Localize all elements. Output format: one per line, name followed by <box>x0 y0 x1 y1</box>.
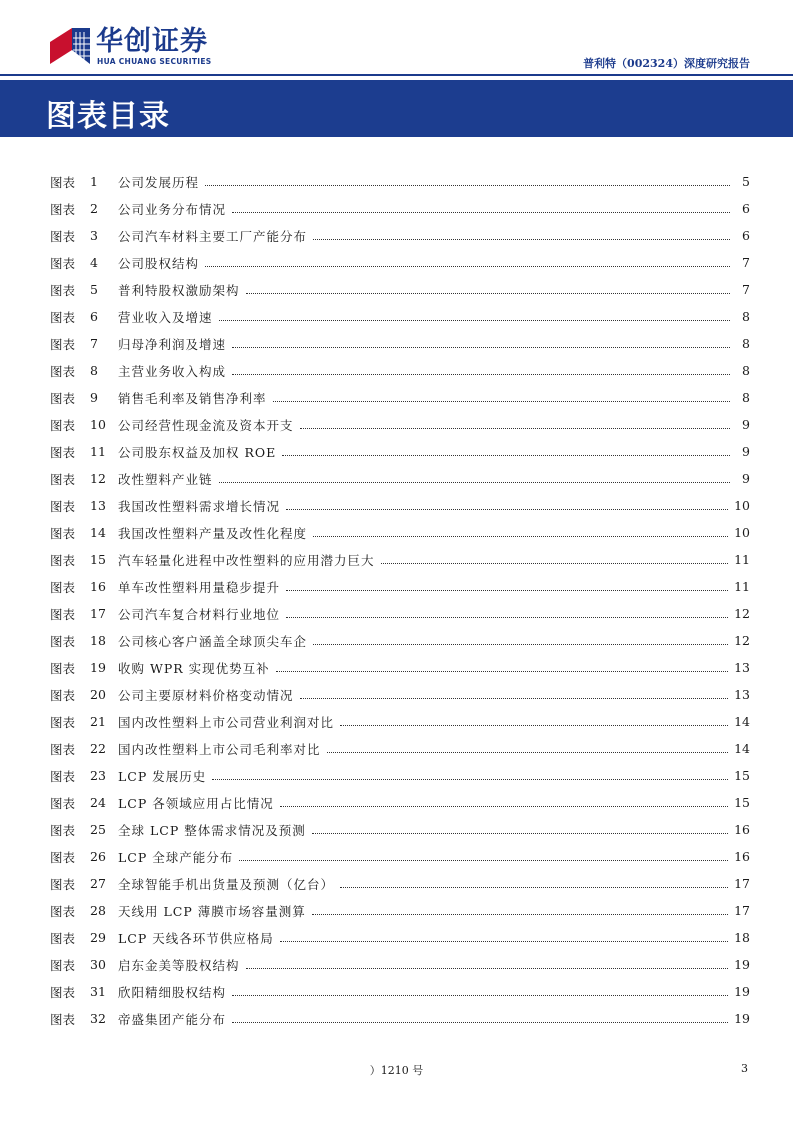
toc-dot-leader <box>280 806 728 807</box>
toc-entry-prefix: 图表 <box>50 363 76 379</box>
toc-entry[interactable] <box>50 357 750 384</box>
toc-entry[interactable] <box>50 870 750 897</box>
toc-entry-title: 我国改性塑料产量及改性化程度 <box>118 525 308 541</box>
toc-entry-number: 28 <box>90 903 106 918</box>
toc-entry-prefix: 图表 <box>50 579 76 595</box>
toc-entry-prefix: 图表 <box>50 390 76 406</box>
section-title: 图表目录 <box>46 99 170 134</box>
toc-dot-leader <box>300 698 729 699</box>
toc-entry-number: 22 <box>90 741 106 756</box>
toc-entry-page: 11 <box>734 579 750 594</box>
toc-entry-page: 10 <box>734 498 750 513</box>
toc-entry[interactable] <box>50 222 750 249</box>
toc-dot-leader <box>273 401 730 402</box>
toc-entry-prefix: 图表 <box>50 633 76 649</box>
toc-entry-title: 主营业务收入构成 <box>118 363 227 379</box>
toc-entry-title: 天线用 LCP 薄膜市场容量测算 <box>118 903 306 919</box>
toc-entry-prefix: 图表 <box>50 768 76 784</box>
toc-entry-prefix: 图表 <box>50 552 76 568</box>
toc-entry[interactable] <box>50 735 750 762</box>
toc-dot-leader <box>212 779 728 780</box>
toc-entry-prefix: 图表 <box>50 228 76 244</box>
toc-entry[interactable] <box>50 438 750 465</box>
toc-entry-prefix: 图表 <box>50 930 76 946</box>
toc-entry-title: 欣阳精细股权结构 <box>118 984 227 1000</box>
toc-entry[interactable] <box>50 627 750 654</box>
toc-entry-title: 帝盛集团产能分布 <box>118 1011 227 1027</box>
toc-entry-number: 8 <box>90 363 98 378</box>
toc-entry[interactable] <box>50 978 750 1005</box>
toc-entry-prefix: 图表 <box>50 876 76 892</box>
toc-entry-prefix: 图表 <box>50 822 76 838</box>
toc-entry-title: 全球智能手机出货量及预测（亿台） <box>118 876 335 892</box>
toc-entry-number: 20 <box>90 687 106 702</box>
toc-entry-title: 我国改性塑料需求增长情况 <box>118 498 281 514</box>
toc-entry[interactable] <box>50 708 750 735</box>
toc-entry-prefix: 图表 <box>50 255 76 271</box>
toc-entry-prefix: 图表 <box>50 444 76 460</box>
toc-entry-page: 19 <box>734 1011 750 1026</box>
toc-dot-leader <box>205 185 730 186</box>
figure-list <box>50 168 750 1032</box>
toc-entry-number: 29 <box>90 930 106 945</box>
toc-entry-number: 32 <box>90 1011 106 1026</box>
toc-dot-leader <box>246 293 730 294</box>
toc-dot-leader <box>313 644 728 645</box>
toc-entry-number: 12 <box>90 471 106 486</box>
toc-dot-leader <box>232 347 730 348</box>
toc-dot-leader <box>381 563 729 564</box>
toc-entry[interactable] <box>50 816 750 843</box>
toc-entry-number: 10 <box>90 417 106 432</box>
toc-entry[interactable] <box>50 303 750 330</box>
toc-entry-number: 21 <box>90 714 106 729</box>
toc-entry[interactable] <box>50 600 750 627</box>
toc-entry[interactable] <box>50 843 750 870</box>
toc-dot-leader <box>286 617 728 618</box>
header-rule <box>0 74 793 76</box>
toc-entry-page: 15 <box>734 768 750 783</box>
section-banner <box>0 80 793 137</box>
toc-entry-number: 6 <box>90 309 98 324</box>
toc-entry-title: 公司主要原材料价格变动情况 <box>118 687 294 703</box>
toc-entry[interactable] <box>50 573 750 600</box>
toc-entry-prefix: 图表 <box>50 174 76 190</box>
toc-entry-page: 8 <box>742 336 750 351</box>
toc-entry-title: 启东金美等股权结构 <box>118 957 240 973</box>
toc-dot-leader <box>239 860 728 861</box>
toc-entry-number: 3 <box>90 228 98 243</box>
toc-entry-prefix: 图表 <box>50 417 76 433</box>
toc-entry-title: 公司汽车复合材料行业地位 <box>118 606 281 622</box>
toc-dot-leader <box>276 671 728 672</box>
toc-entry-title: LCP 各领域应用占比情况 <box>118 795 274 811</box>
toc-entry-number: 5 <box>90 282 98 297</box>
toc-entry-number: 17 <box>90 606 106 621</box>
toc-dot-leader <box>313 239 730 240</box>
toc-entry-prefix: 图表 <box>50 984 76 1000</box>
toc-entry-page: 9 <box>742 471 750 486</box>
page-header <box>0 0 793 80</box>
toc-entry-prefix: 图表 <box>50 201 76 217</box>
toc-entry[interactable] <box>50 330 750 357</box>
toc-dot-leader <box>219 482 730 483</box>
toc-entry-title: 归母净利润及增速 <box>118 336 227 352</box>
toc-entry-page: 9 <box>742 417 750 432</box>
toc-dot-leader <box>286 509 728 510</box>
toc-entry-number: 15 <box>90 552 106 567</box>
toc-dot-leader <box>286 590 728 591</box>
toc-entry[interactable] <box>50 195 750 222</box>
toc-entry-prefix: 图表 <box>50 957 76 973</box>
toc-entry-title: 单车改性塑料用量稳步提升 <box>118 579 281 595</box>
report-title: 普利特（002324）深度研究报告 <box>583 57 750 70</box>
toc-entry-number: 9 <box>90 390 98 405</box>
toc-dot-leader <box>282 455 730 456</box>
toc-entry[interactable] <box>50 762 750 789</box>
toc-entry[interactable] <box>50 465 750 492</box>
toc-entry-title: 国内改性塑料上市公司营业利润对比 <box>118 714 335 730</box>
toc-entry-page: 10 <box>734 525 750 540</box>
toc-entry-page: 11 <box>734 552 750 567</box>
toc-entry-number: 2 <box>90 201 98 216</box>
toc-entry-title: LCP 天线各环节供应格局 <box>118 930 274 946</box>
toc-entry-number: 7 <box>90 336 98 351</box>
toc-entry-page: 7 <box>742 255 750 270</box>
toc-entry-number: 23 <box>90 768 106 783</box>
toc-entry-title: 营业收入及增速 <box>118 309 213 325</box>
toc-entry-prefix: 图表 <box>50 903 76 919</box>
toc-entry[interactable] <box>50 546 750 573</box>
toc-entry-title: 改性塑料产业链 <box>118 471 213 487</box>
toc-entry-title: 公司发展历程 <box>118 174 200 190</box>
toc-entry-page: 8 <box>742 363 750 378</box>
toc-entry-page: 8 <box>742 309 750 324</box>
toc-entry[interactable] <box>50 411 750 438</box>
company-logo-icon <box>50 28 90 64</box>
toc-entry-number: 26 <box>90 849 106 864</box>
toc-entry-prefix: 图表 <box>50 795 76 811</box>
toc-dot-leader <box>340 725 728 726</box>
toc-entry-title: 公司核心客户涵盖全球顶尖车企 <box>118 633 308 649</box>
toc-entry-page: 13 <box>734 660 750 675</box>
toc-entry-number: 27 <box>90 876 106 891</box>
toc-entry-number: 14 <box>90 525 106 540</box>
toc-entry-number: 30 <box>90 957 106 972</box>
toc-entry-prefix: 图表 <box>50 471 76 487</box>
toc-entry-number: 4 <box>90 255 98 270</box>
toc-entry-page: 18 <box>734 930 750 945</box>
toc-entry-title: 普利特股权激励架构 <box>118 282 240 298</box>
toc-entry[interactable] <box>50 789 750 816</box>
toc-entry-prefix: 图表 <box>50 1011 76 1027</box>
toc-entry[interactable] <box>50 951 750 978</box>
toc-entry[interactable] <box>50 897 750 924</box>
toc-entry-number: 11 <box>90 444 106 459</box>
toc-entry-prefix: 图表 <box>50 606 76 622</box>
toc-dot-leader <box>312 833 728 834</box>
toc-entry-title: LCP 发展历史 <box>118 768 207 784</box>
toc-entry-title: 公司经营性现金流及资本开支 <box>118 417 294 433</box>
toc-dot-leader <box>205 266 730 267</box>
toc-entry-prefix: 图表 <box>50 687 76 703</box>
toc-entry[interactable] <box>50 1005 750 1032</box>
toc-dot-leader <box>280 941 728 942</box>
toc-entry-prefix: 图表 <box>50 660 76 676</box>
toc-entry-page: 14 <box>734 741 750 756</box>
toc-entry-number: 13 <box>90 498 106 513</box>
toc-entry-prefix: 图表 <box>50 849 76 865</box>
toc-entry-number: 16 <box>90 579 106 594</box>
toc-entry[interactable] <box>50 384 750 411</box>
toc-entry-prefix: 图表 <box>50 498 76 514</box>
company-name-en: HUA CHUANG SECURITIES <box>97 57 212 66</box>
toc-entry[interactable] <box>50 276 750 303</box>
toc-entry[interactable] <box>50 168 750 195</box>
toc-dot-leader <box>340 887 728 888</box>
toc-entry-title: 公司业务分布情况 <box>118 201 227 217</box>
toc-dot-leader <box>246 968 729 969</box>
toc-entry-title: 收购 WPR 实现优势互补 <box>118 660 270 676</box>
toc-entry[interactable] <box>50 924 750 951</box>
company-name-cn: 华创证券 <box>96 26 208 57</box>
toc-dot-leader <box>300 428 730 429</box>
toc-entry-number: 25 <box>90 822 106 837</box>
toc-entry-title: 销售毛利率及销售净利率 <box>118 390 267 406</box>
toc-entry-page: 19 <box>734 957 750 972</box>
toc-entry-title: 全球 LCP 整体需求情况及预测 <box>118 822 306 838</box>
toc-entry-title: LCP 全球产能分布 <box>118 849 234 865</box>
page-number: 3 <box>741 1062 748 1075</box>
toc-entry-page: 19 <box>734 984 750 999</box>
toc-entry-number: 31 <box>90 984 106 999</box>
toc-dot-leader <box>232 1022 728 1023</box>
toc-entry-page: 6 <box>742 201 750 216</box>
toc-entry-prefix: 图表 <box>50 282 76 298</box>
toc-entry-page: 8 <box>742 390 750 405</box>
toc-dot-leader <box>232 995 728 996</box>
toc-entry-title: 国内改性塑料上市公司毛利率对比 <box>118 741 321 757</box>
toc-dot-leader <box>313 536 728 537</box>
toc-entry-page: 7 <box>742 282 750 297</box>
toc-entry-page: 9 <box>742 444 750 459</box>
toc-entry-number: 24 <box>90 795 106 810</box>
toc-entry-page: 16 <box>734 849 750 864</box>
toc-entry-page: 16 <box>734 822 750 837</box>
toc-dot-leader <box>327 752 729 753</box>
toc-entry-number: 19 <box>90 660 106 675</box>
toc-dot-leader <box>312 914 728 915</box>
toc-dot-leader <box>232 374 730 375</box>
toc-entry-title: 公司股权结构 <box>118 255 200 271</box>
toc-entry-page: 15 <box>734 795 750 810</box>
toc-entry[interactable] <box>50 249 750 276</box>
toc-dot-leader <box>219 320 730 321</box>
toc-entry-page: 14 <box>734 714 750 729</box>
toc-entry-page: 6 <box>742 228 750 243</box>
toc-entry-page: 12 <box>734 606 750 621</box>
toc-entry[interactable] <box>50 654 750 681</box>
toc-entry-prefix: 图表 <box>50 714 76 730</box>
toc-dot-leader <box>232 212 730 213</box>
toc-entry-title: 公司汽车材料主要工厂产能分布 <box>118 228 308 244</box>
toc-entry-number: 1 <box>90 174 98 189</box>
footer-license: ）1210 号 <box>369 1064 424 1077</box>
toc-entry-page: 17 <box>734 903 750 918</box>
toc-entry-page: 12 <box>734 633 750 648</box>
toc-entry-prefix: 图表 <box>50 309 76 325</box>
toc-entry[interactable] <box>50 519 750 546</box>
toc-entry-title: 汽车轻量化进程中改性塑料的应用潜力巨大 <box>118 552 375 568</box>
toc-entry-page: 5 <box>742 174 750 189</box>
toc-entry-prefix: 图表 <box>50 741 76 757</box>
toc-entry-page: 13 <box>734 687 750 702</box>
toc-entry-title: 公司股东权益及加权 ROE <box>118 444 277 460</box>
toc-entry-page: 17 <box>734 876 750 891</box>
toc-entry[interactable] <box>50 681 750 708</box>
toc-entry[interactable] <box>50 492 750 519</box>
toc-entry-number: 18 <box>90 633 106 648</box>
toc-entry-prefix: 图表 <box>50 336 76 352</box>
toc-entry-prefix: 图表 <box>50 525 76 541</box>
